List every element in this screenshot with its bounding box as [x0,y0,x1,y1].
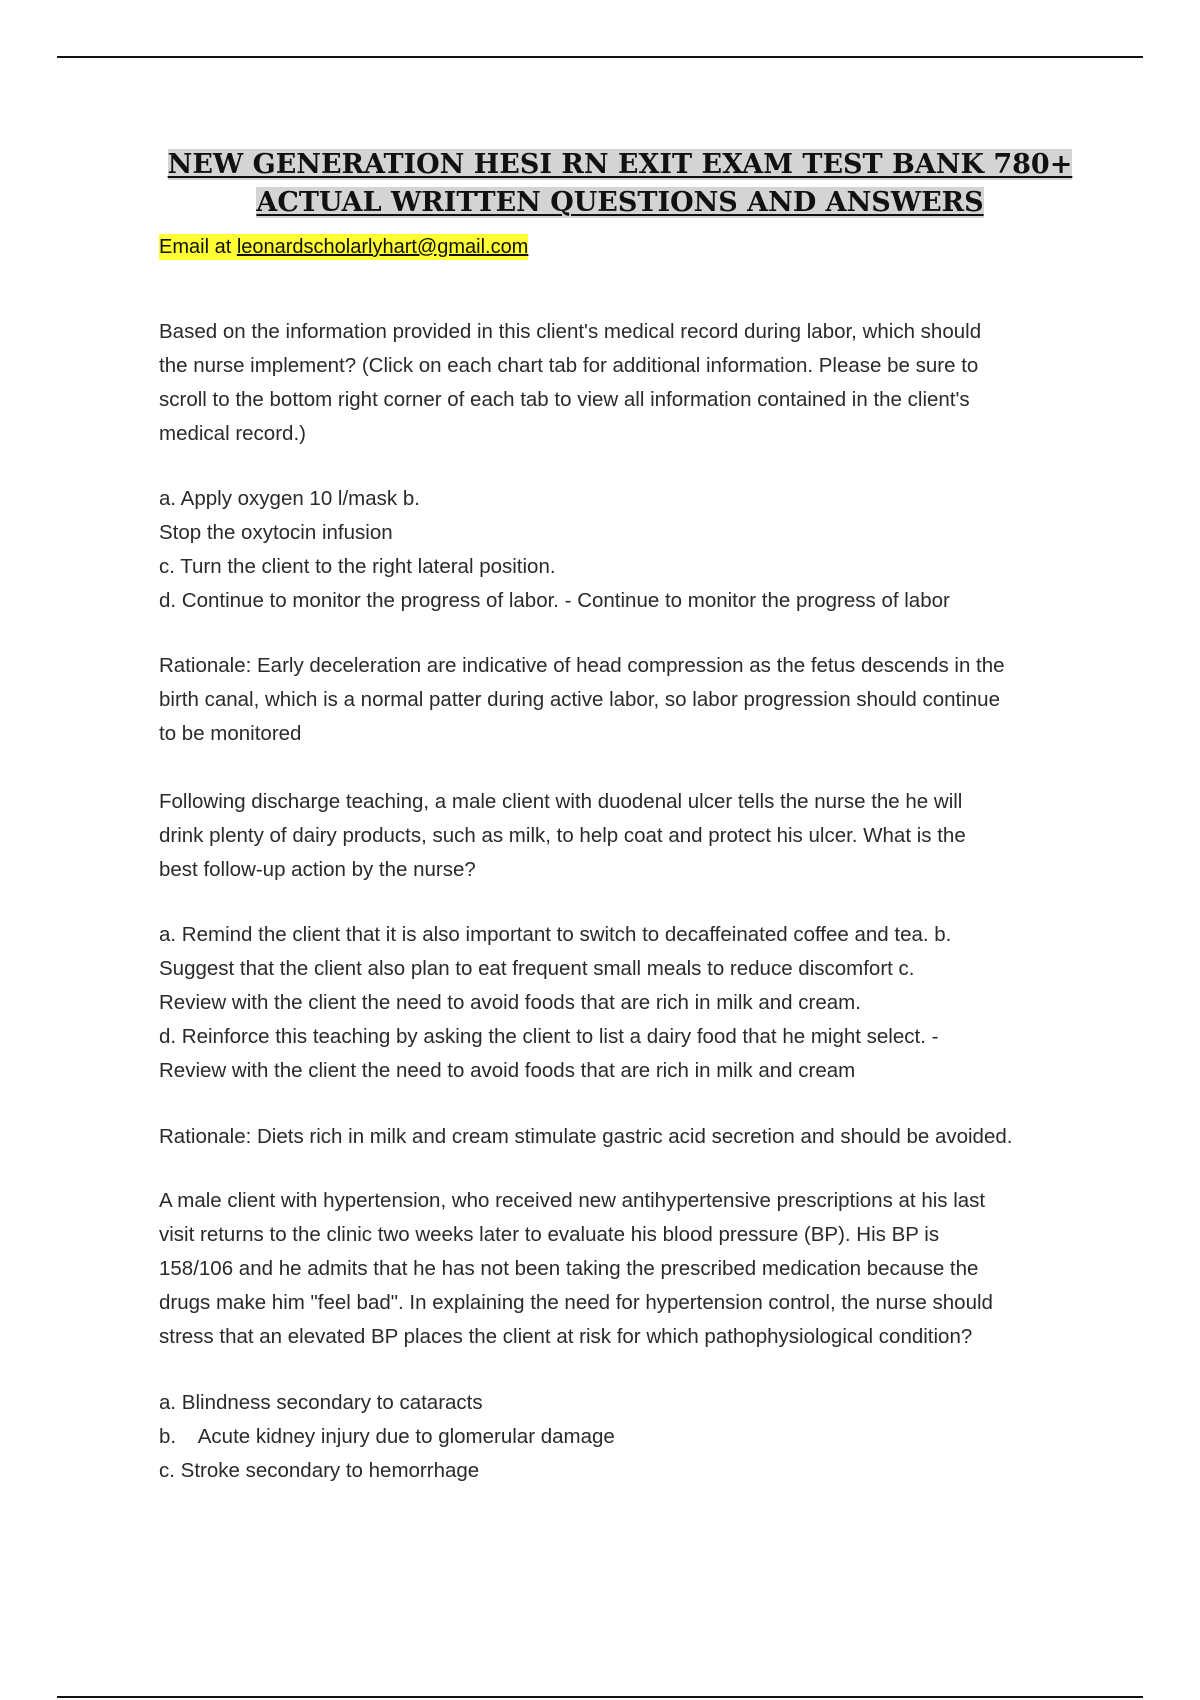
text-line: visit returns to the clinic two weeks later to evaluate his blood pressure (BP). His BP is [159,1223,940,1246]
text-line: Based on the information provided in this client's medical record during labor, which should [159,320,982,343]
title-line-1: NEW GENERATION HESI RN EXIT EXAM TEST BANK 780+ [167,149,1073,180]
text-line: medical record.) [159,422,306,445]
option-line: Review with the client the need to avoid foods that are rich in milk and cream [159,1059,856,1082]
text-line: best follow-up action by the nurse? [159,858,476,881]
document-title [150,146,1090,222]
option-line: d. Continue to monitor the progress of labor. - Continue to monitor the progress of labor [159,589,950,612]
email-link[interactable]: leonardscholarlyhart@gmail.com [236,236,529,258]
option-line: c. Stroke secondary to hemorrhage [159,1459,480,1482]
title-line-2: ACTUAL WRITTEN QUESTIONS AND ANSWERS [256,187,984,218]
q1-options [159,482,1089,618]
text-line: the nurse implement? (Click on each chart tab for additional information. Please be sure to [159,354,979,377]
email-line [159,234,528,260]
q3-options [159,1386,1089,1488]
q2-options [159,918,1089,1088]
text-line: drink plenty of dairy products, such as milk, to help coat and protect his ulcer. What is the [159,824,966,847]
option-line: Review with the client the need to avoid foods that are rich in milk and cream. [159,991,861,1014]
option-line: Suggest that the client also plan to eat frequent small meals to reduce discomfort c. [159,957,915,980]
email-prefix: Email at [159,236,237,258]
q3-stem [159,1184,1089,1354]
option-line: b. Acute kidney injury due to glomerular damage [159,1425,615,1448]
text-line: to be monitored [159,722,302,745]
text-line: Rationale: Diets rich in milk and cream stimulate gastric acid secretion and should be avoided. [159,1125,1013,1148]
header-rule [57,56,1143,58]
text-line: scroll to the bottom right corner of each tab to view all information contained in the client's [159,388,970,411]
option-line: a. Apply oxygen 10 l/mask b. [159,487,420,510]
text-line: A male client with hypertension, who received new antihypertensive prescriptions at his last [159,1189,986,1212]
q2-rationale [159,1120,1089,1154]
text-line: birth canal, which is a normal patter during active labor, so labor progression should continue [159,688,1000,711]
option-line: d. Reinforce this teaching by asking the client to list a dairy food that he might select. - [159,1025,939,1048]
text-line: stress that an elevated BP places the client at risk for which pathophysiological condition? [159,1325,973,1348]
text-line: drugs make him "feel bad". In explaining the need for hypertension control, the nurse should [159,1291,993,1314]
q1-rationale [159,649,1089,751]
option-line: a. Remind the client that it is also important to switch to decaffeinated coffee and tea. b. [159,923,952,946]
option-line: a. Blindness secondary to cataracts [159,1391,483,1414]
text-line: Following discharge teaching, a male client with duodenal ulcer tells the nurse the he will [159,790,963,813]
text-line: Rationale: Early deceleration are indicative of head compression as the fetus descends in the [159,654,1005,677]
text-line: 158/106 and he admits that he has not been taking the prescribed medication because the [159,1257,979,1280]
option-line: c. Turn the client to the right lateral position. [159,555,556,578]
option-line: Stop the oxytocin infusion [159,521,393,544]
q2-stem [159,785,1089,887]
q1-stem [159,315,1089,451]
footer-rule [57,1696,1143,1698]
